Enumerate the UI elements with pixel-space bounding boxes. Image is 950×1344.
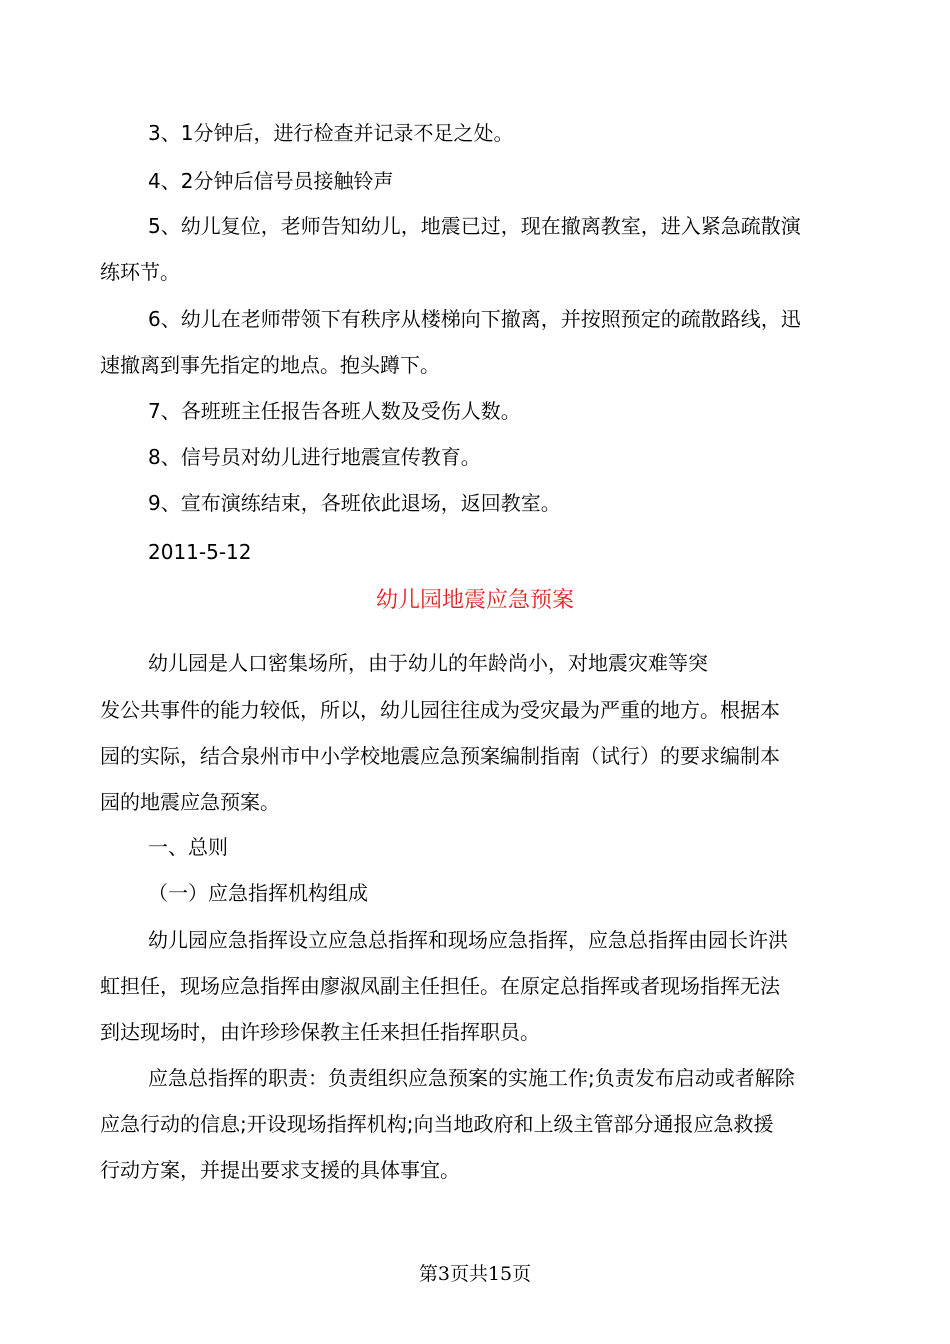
intro-line-4: 园的地震应急预案。 [100,790,280,814]
step-5-line-1: 5、幼儿复位，老师告知幼儿，地震已过，现在撤离教室，进入紧急疏散演 [148,214,801,238]
step-6-line-1: 6、幼儿在老师带领下有秩序从楼梯向下撤离，并按照预定的疏散路线，迅 [148,307,801,331]
page-number: 第3页共15页 [418,1263,532,1285]
step-4: 4、2分钟后信号员接触铃声 [148,169,394,193]
org-line-2: 虹担任，现场应急指挥由廖淑凤副主任担任。在原定总指挥或者现场指挥无法 [100,974,780,998]
step-3: 3、1分钟后，进行检查并记录不足之处。 [148,121,514,145]
step-6-line-2: 速撤离到事先指定的地点。抱头蹲下。 [100,353,440,377]
step-5-line-2: 练环节。 [100,260,180,284]
section-title: 幼儿园地震应急预案 [375,588,574,613]
section-heading: 一、总则 [148,835,228,859]
date: 2011-5-12 [148,540,252,564]
org-line-3: 到达现场时，由许珍珍保教主任来担任指挥职员。 [100,1020,540,1044]
intro-line-3: 园的实际，结合泉州市中小学校地震应急预案编制指南（试行）的要求编制本 [100,744,780,768]
subsection-heading: （一）应急指挥机构组成 [148,881,368,905]
step-7: 7、各班班主任报告各班人数及受伤人数。 [148,399,521,423]
duty-line-2: 应急行动的信息;开设现场指挥机构;向当地政府和上级主管部分通报应急救援 [100,1112,774,1136]
org-line-1: 幼儿园应急指挥设立应急总指挥和现场应急指挥，应急总指挥由园长许洪 [148,928,788,952]
intro-line-2: 发公共事件的能力较低，所以，幼儿园往往成为受灾最为严重的地方。根据本 [100,698,780,722]
step-9: 9、宣布演练结束，各班依此退场，返回教室。 [148,491,561,515]
duty-line-3: 行动方案，并提出要求支援的具体事宜。 [100,1158,460,1182]
duty-line-1: 应急总指挥的职责：负责组织应急预案的实施工作;负责发布启动或者解除 [148,1066,795,1090]
intro-line-1: 幼儿园是人口密集场所，由于幼儿的年龄尚小，对地震灾难等突 [148,651,708,675]
step-8: 8、信号员对幼儿进行地震宣传教育。 [148,445,481,469]
